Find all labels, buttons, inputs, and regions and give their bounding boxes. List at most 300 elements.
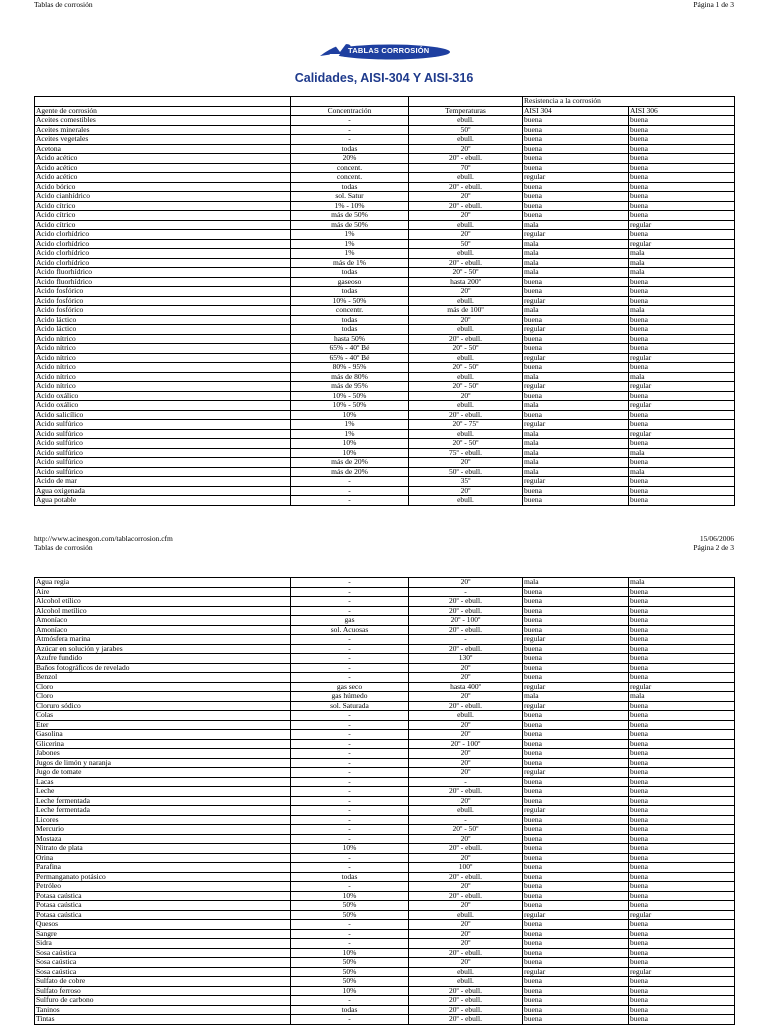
concentration-cell: concent.: [291, 173, 409, 183]
agent-cell: Acido acético: [35, 163, 291, 173]
agent-cell: Acido fluorhídrico: [35, 277, 291, 287]
temperature-cell: 20º: [409, 230, 523, 240]
aisi304-cell: buena: [523, 958, 629, 968]
concentration-cell: todas: [291, 1005, 409, 1015]
aisi304-cell: buena: [523, 939, 629, 949]
temperature-cell: 20º: [409, 287, 523, 297]
temperature-cell: ebull.: [409, 353, 523, 363]
aisi306-cell: mala: [629, 578, 735, 588]
table-row: [35, 458, 735, 468]
aisi304-cell: buena: [523, 344, 629, 354]
aisi306-cell: buena: [629, 1015, 735, 1025]
blank-header-cell: [409, 97, 523, 107]
agent-cell: Acido sulfúrico: [35, 439, 291, 449]
aisi304-cell: buena: [523, 116, 629, 126]
aisi306-cell: buena: [629, 986, 735, 996]
temperature-cell: 75º - ebull.: [409, 448, 523, 458]
aisi306-cell: buena: [629, 486, 735, 496]
temperature-cell: 20º - ebull.: [409, 948, 523, 958]
temperature-cell: 20º: [409, 939, 523, 949]
aisi304-cell: buena: [523, 625, 629, 635]
table-row: [35, 939, 735, 949]
tablas-corrosion-logo: [318, 38, 452, 62]
agent-cell: Jugo de tomate: [35, 768, 291, 778]
agent-cell: Amoníaco: [35, 625, 291, 635]
table-row: [35, 929, 735, 939]
aisi306-cell: buena: [629, 173, 735, 183]
temperature-cell: ebull.: [409, 116, 523, 126]
concentration-cell: -: [291, 929, 409, 939]
aisi306-cell: buena: [629, 777, 735, 787]
concentration-cell: todas: [291, 872, 409, 882]
agent-cell: Acido nítrico: [35, 363, 291, 373]
blank-header-cell: [291, 97, 409, 107]
aisi304-cell: mala: [523, 268, 629, 278]
temperature-cell: hasta 200º: [409, 277, 523, 287]
agent-cell: Mercurio: [35, 825, 291, 835]
table2-body: [35, 578, 735, 1025]
aisi306-cell: buena: [629, 496, 735, 506]
agent-cell: Sosa caústica: [35, 967, 291, 977]
table-row: [35, 258, 735, 268]
temperature-cell: 20º - 50º: [409, 382, 523, 392]
aisi306-cell: buena: [629, 439, 735, 449]
agent-cell: Acido cítrico: [35, 211, 291, 221]
aisi304-cell: buena: [523, 739, 629, 749]
aisi306-cell: mala: [629, 372, 735, 382]
aisi304-cell: buena: [523, 882, 629, 892]
temperature-cell: 20º: [409, 758, 523, 768]
table-row: [35, 910, 735, 920]
aisi304-cell: regular: [523, 382, 629, 392]
aisi306-cell: buena: [629, 806, 735, 816]
aisi304-cell: buena: [523, 891, 629, 901]
col-header-temperature: Temperaturas: [409, 106, 523, 116]
aisi304-cell: buena: [523, 986, 629, 996]
table-row: [35, 872, 735, 882]
agent-cell: Baños fotográficos de revelado: [35, 663, 291, 673]
aisi304-cell: buena: [523, 211, 629, 221]
agent-cell: Acido acético: [35, 173, 291, 183]
aisi306-cell: buena: [629, 182, 735, 192]
aisi304-cell: buena: [523, 135, 629, 145]
concentration-cell: -: [291, 939, 409, 949]
agent-cell: Azufre fundido: [35, 654, 291, 664]
aisi304-cell: buena: [523, 334, 629, 344]
concentration-cell: 65% - 40º Bé: [291, 344, 409, 354]
aisi304-cell: mala: [523, 439, 629, 449]
temperature-cell: 20º - 50º: [409, 825, 523, 835]
agent-cell: Cloro: [35, 682, 291, 692]
aisi306-cell: regular: [629, 239, 735, 249]
temperature-cell: 20º: [409, 720, 523, 730]
agent-cell: Acetona: [35, 144, 291, 154]
aisi306-cell: mala: [629, 448, 735, 458]
concentration-cell: gas húmedo: [291, 692, 409, 702]
table-row: [35, 692, 735, 702]
aisi304-cell: buena: [523, 673, 629, 683]
aisi304-cell: mala: [523, 239, 629, 249]
agent-cell: Acido láctico: [35, 325, 291, 335]
temperature-cell: 20º: [409, 929, 523, 939]
agent-cell: Acido nítrico: [35, 382, 291, 392]
concentration-cell: 10%: [291, 891, 409, 901]
agent-cell: Sidra: [35, 939, 291, 949]
table-row: [35, 853, 735, 863]
concentration-cell: 50%: [291, 901, 409, 911]
concentration-cell: -: [291, 749, 409, 759]
agent-cell: Acido clorhídrico: [35, 258, 291, 268]
concentration-cell: -: [291, 597, 409, 607]
aisi306-cell: buena: [629, 844, 735, 854]
concentration-cell: todas: [291, 287, 409, 297]
temperature-cell: 20º - ebull.: [409, 1005, 523, 1015]
temperature-cell: ebull.: [409, 296, 523, 306]
agent-cell: Leche fermentada: [35, 806, 291, 816]
agent-cell: Leche fermentada: [35, 796, 291, 806]
aisi304-cell: mala: [523, 429, 629, 439]
agent-cell: Leche: [35, 787, 291, 797]
table-row: [35, 249, 735, 259]
concentration-cell: -: [291, 486, 409, 496]
agent-cell: Aceites comestibles: [35, 116, 291, 126]
concentration-cell: -: [291, 730, 409, 740]
agent-cell: Acido nítrico: [35, 353, 291, 363]
concentration-cell: -: [291, 587, 409, 597]
corrosion-table-page1: [34, 96, 735, 506]
footer-url: http://www.acinesgon.com/tablacorrosion.cfm: [34, 534, 173, 543]
table-row: [35, 220, 735, 230]
aisi304-cell: regular: [523, 173, 629, 183]
temperature-cell: 20º - 50º: [409, 268, 523, 278]
agent-cell: Tintas: [35, 1015, 291, 1025]
temperature-cell: 20º: [409, 486, 523, 496]
aisi304-cell: buena: [523, 977, 629, 987]
aisi304-cell: buena: [523, 720, 629, 730]
concentration-cell: -: [291, 116, 409, 126]
table-row: [35, 711, 735, 721]
table-row: [35, 211, 735, 221]
concentration-cell: todas: [291, 182, 409, 192]
concentration-cell: más de 50%: [291, 211, 409, 221]
concentration-cell: -: [291, 739, 409, 749]
temperature-cell: 50º - ebull.: [409, 467, 523, 477]
table-row: [35, 163, 735, 173]
aisi306-cell: buena: [629, 929, 735, 939]
temperature-cell: 20º - 100º: [409, 739, 523, 749]
col-header-aisi304: AISI 304: [523, 106, 629, 116]
table-row: [35, 863, 735, 873]
aisi306-cell: mala: [629, 268, 735, 278]
concentration-cell: -: [291, 663, 409, 673]
temperature-cell: 20º: [409, 834, 523, 844]
concentration-cell: gaseoso: [291, 277, 409, 287]
aisi306-cell: buena: [629, 654, 735, 664]
temperature-cell: 20º: [409, 882, 523, 892]
aisi304-cell: buena: [523, 315, 629, 325]
concentration-cell: 1%: [291, 239, 409, 249]
aisi304-cell: buena: [523, 929, 629, 939]
temperature-cell: 20º: [409, 391, 523, 401]
concentration-cell: -: [291, 496, 409, 506]
table-row: [35, 587, 735, 597]
table-row: [35, 201, 735, 211]
aisi304-cell: regular: [523, 635, 629, 645]
temperature-cell: 20º: [409, 144, 523, 154]
agent-cell: Acido clorhídrico: [35, 249, 291, 259]
temperature-cell: 20º - 50º: [409, 344, 523, 354]
agent-cell: Licores: [35, 815, 291, 825]
concentration-cell: sol. Acuosas: [291, 625, 409, 635]
concentration-cell: todas: [291, 315, 409, 325]
agent-cell: Sosa caústica: [35, 948, 291, 958]
concentration-cell: -: [291, 787, 409, 797]
aisi306-cell: buena: [629, 815, 735, 825]
aisi306-cell: buena: [629, 192, 735, 202]
table-row: [35, 173, 735, 183]
table-row: [35, 391, 735, 401]
table-row: [35, 429, 735, 439]
concentration-cell: 1%: [291, 230, 409, 240]
temperature-cell: 20º - ebull.: [409, 625, 523, 635]
table-row: [35, 578, 735, 588]
agent-cell: Acido bórico: [35, 182, 291, 192]
temperature-cell: 20º: [409, 673, 523, 683]
agent-cell: Agua oxigenada: [35, 486, 291, 496]
table-row: [35, 616, 735, 626]
temperature-cell: 20º - ebull.: [409, 410, 523, 420]
temperature-cell: 20º - ebull.: [409, 182, 523, 192]
aisi306-cell: buena: [629, 154, 735, 164]
agent-cell: Acido nítrico: [35, 344, 291, 354]
aisi304-cell: buena: [523, 815, 629, 825]
temperature-cell: 20º: [409, 192, 523, 202]
agent-cell: Atmósfera marina: [35, 635, 291, 645]
concentration-cell: -: [291, 673, 409, 683]
temperature-cell: 20º: [409, 663, 523, 673]
concentration-cell: -: [291, 644, 409, 654]
table1-body: [35, 116, 735, 506]
temperature-cell: ebull.: [409, 173, 523, 183]
aisi304-cell: buena: [523, 144, 629, 154]
table-row: [35, 606, 735, 616]
agent-cell: Taninos: [35, 1005, 291, 1015]
aisi306-cell: buena: [629, 796, 735, 806]
temperature-cell: 20º - 50º: [409, 363, 523, 373]
table-row: [35, 825, 735, 835]
aisi306-cell: buena: [629, 768, 735, 778]
aisi304-cell: regular: [523, 910, 629, 920]
aisi304-cell: mala: [523, 372, 629, 382]
aisi306-cell: buena: [629, 730, 735, 740]
table-row: [35, 1015, 735, 1025]
temperature-cell: ebull.: [409, 429, 523, 439]
aisi306-cell: buena: [629, 391, 735, 401]
aisi306-cell: buena: [629, 477, 735, 487]
aisi306-cell: regular: [629, 353, 735, 363]
table-row: [35, 654, 735, 664]
temperature-cell: 20º: [409, 315, 523, 325]
table-row: [35, 230, 735, 240]
temperature-cell: 20º: [409, 796, 523, 806]
temperature-cell: 20º: [409, 458, 523, 468]
aisi306-cell: buena: [629, 701, 735, 711]
agent-cell: Acido clorhídrico: [35, 239, 291, 249]
temperature-cell: 20º - 75º: [409, 420, 523, 430]
concentration-cell: sol. Satur: [291, 192, 409, 202]
aisi304-cell: buena: [523, 587, 629, 597]
temperature-cell: ebull.: [409, 401, 523, 411]
aisi304-cell: buena: [523, 853, 629, 863]
concentration-cell: -: [291, 578, 409, 588]
aisi306-cell: buena: [629, 711, 735, 721]
agent-cell: Cloruro sódico: [35, 701, 291, 711]
aisi304-cell: regular: [523, 477, 629, 487]
aisi306-cell: mala: [629, 258, 735, 268]
table-row: [35, 844, 735, 854]
table-row: [35, 739, 735, 749]
table-row: [35, 239, 735, 249]
aisi304-cell: mala: [523, 467, 629, 477]
agent-cell: Acido clorhídrico: [35, 230, 291, 240]
table-row: [35, 315, 735, 325]
agent-cell: Azúcar en solución y jarabes: [35, 644, 291, 654]
aisi304-cell: buena: [523, 948, 629, 958]
aisi306-cell: buena: [629, 201, 735, 211]
table-row: [35, 977, 735, 987]
concentration-cell: 10%: [291, 448, 409, 458]
concentration-cell: -: [291, 135, 409, 145]
aisi306-cell: buena: [629, 135, 735, 145]
temperature-cell: 20º - ebull.: [409, 258, 523, 268]
agent-cell: Aire: [35, 587, 291, 597]
aisi304-cell: regular: [523, 967, 629, 977]
agent-cell: Sulfato ferroso: [35, 986, 291, 996]
agent-cell: Acido fosfórico: [35, 296, 291, 306]
aisi304-cell: mala: [523, 258, 629, 268]
aisi306-cell: mala: [629, 249, 735, 259]
agent-cell: Acido cítrico: [35, 201, 291, 211]
aisi304-cell: buena: [523, 749, 629, 759]
aisi306-cell: buena: [629, 644, 735, 654]
table-row: [35, 182, 735, 192]
table-row: [35, 125, 735, 135]
temperature-cell: ebull.: [409, 967, 523, 977]
concentration-cell: -: [291, 920, 409, 930]
table-row: [35, 967, 735, 977]
agent-cell: Acido sulfúrico: [35, 458, 291, 468]
aisi304-cell: buena: [523, 758, 629, 768]
page-title: Calidades, AISI-304 Y AISI-316: [294, 71, 474, 85]
table-row: [35, 296, 735, 306]
aisi306-cell: buena: [629, 977, 735, 987]
temperature-cell: 35º: [409, 477, 523, 487]
temperature-cell: -: [409, 815, 523, 825]
temperature-cell: 20º: [409, 692, 523, 702]
aisi304-cell: buena: [523, 125, 629, 135]
table-row: [35, 486, 735, 496]
agent-cell: Eter: [35, 720, 291, 730]
aisi304-cell: buena: [523, 920, 629, 930]
table-row: [35, 353, 735, 363]
temperature-cell: ebull.: [409, 977, 523, 987]
aisi304-cell: buena: [523, 730, 629, 740]
agent-cell: Colas: [35, 711, 291, 721]
aisi306-cell: buena: [629, 673, 735, 683]
concentration-cell: 10%: [291, 844, 409, 854]
aisi304-cell: regular: [523, 420, 629, 430]
agent-cell: Amoníaco: [35, 616, 291, 626]
concentration-cell: más de 20%: [291, 467, 409, 477]
aisi306-cell: buena: [629, 325, 735, 335]
temperature-cell: 20º - ebull.: [409, 154, 523, 164]
concentration-cell: 10% - 50%: [291, 401, 409, 411]
logo-text: TABLAS CORROSIÓN: [348, 46, 430, 55]
aisi306-cell: buena: [629, 901, 735, 911]
aisi304-cell: buena: [523, 182, 629, 192]
aisi306-cell: buena: [629, 920, 735, 930]
temperature-cell: 50º: [409, 239, 523, 249]
aisi304-cell: regular: [523, 806, 629, 816]
concentration-cell: 1%: [291, 420, 409, 430]
aisi306-cell: regular: [629, 967, 735, 977]
agent-cell: Acido sulfúrico: [35, 448, 291, 458]
temperature-cell: ebull.: [409, 711, 523, 721]
agent-cell: Agua potable: [35, 496, 291, 506]
aisi304-cell: buena: [523, 796, 629, 806]
temperature-cell: -: [409, 635, 523, 645]
table-row: [35, 439, 735, 449]
aisi306-cell: buena: [629, 344, 735, 354]
concentration-cell: concent.: [291, 163, 409, 173]
aisi306-cell: regular: [629, 401, 735, 411]
table-row: [35, 477, 735, 487]
aisi304-cell: mala: [523, 306, 629, 316]
table-row: [35, 749, 735, 759]
table-row: [35, 948, 735, 958]
aisi304-cell: regular: [523, 768, 629, 778]
temperature-cell: 50º: [409, 125, 523, 135]
table-row: [35, 834, 735, 844]
concentration-cell: 1%: [291, 249, 409, 259]
concentration-cell: 10%: [291, 439, 409, 449]
aisi304-cell: buena: [523, 825, 629, 835]
aisi306-cell: buena: [629, 616, 735, 626]
table-row: [35, 410, 735, 420]
aisi306-cell: buena: [629, 872, 735, 882]
aisi306-cell: regular: [629, 382, 735, 392]
temperature-cell: más de 100º: [409, 306, 523, 316]
page1-header-right: Página 1 de 3: [693, 0, 734, 9]
aisi304-cell: mala: [523, 448, 629, 458]
aisi304-cell: buena: [523, 644, 629, 654]
concentration-cell: 10%: [291, 410, 409, 420]
concentration-cell: más de 20%: [291, 458, 409, 468]
agent-cell: Acido sulfúrico: [35, 467, 291, 477]
page1-header-left: Tablas de corrosión: [34, 0, 93, 9]
agent-cell: Mostaza: [35, 834, 291, 844]
concentration-cell: 10%: [291, 986, 409, 996]
aisi306-cell: buena: [629, 458, 735, 468]
temperature-cell: 20º: [409, 211, 523, 221]
aisi304-cell: buena: [523, 616, 629, 626]
aisi304-cell: regular: [523, 230, 629, 240]
table-row: [35, 768, 735, 778]
temperature-cell: ebull.: [409, 220, 523, 230]
table-row: [35, 135, 735, 145]
aisi306-cell: buena: [629, 125, 735, 135]
concentration-cell: 1%: [291, 429, 409, 439]
